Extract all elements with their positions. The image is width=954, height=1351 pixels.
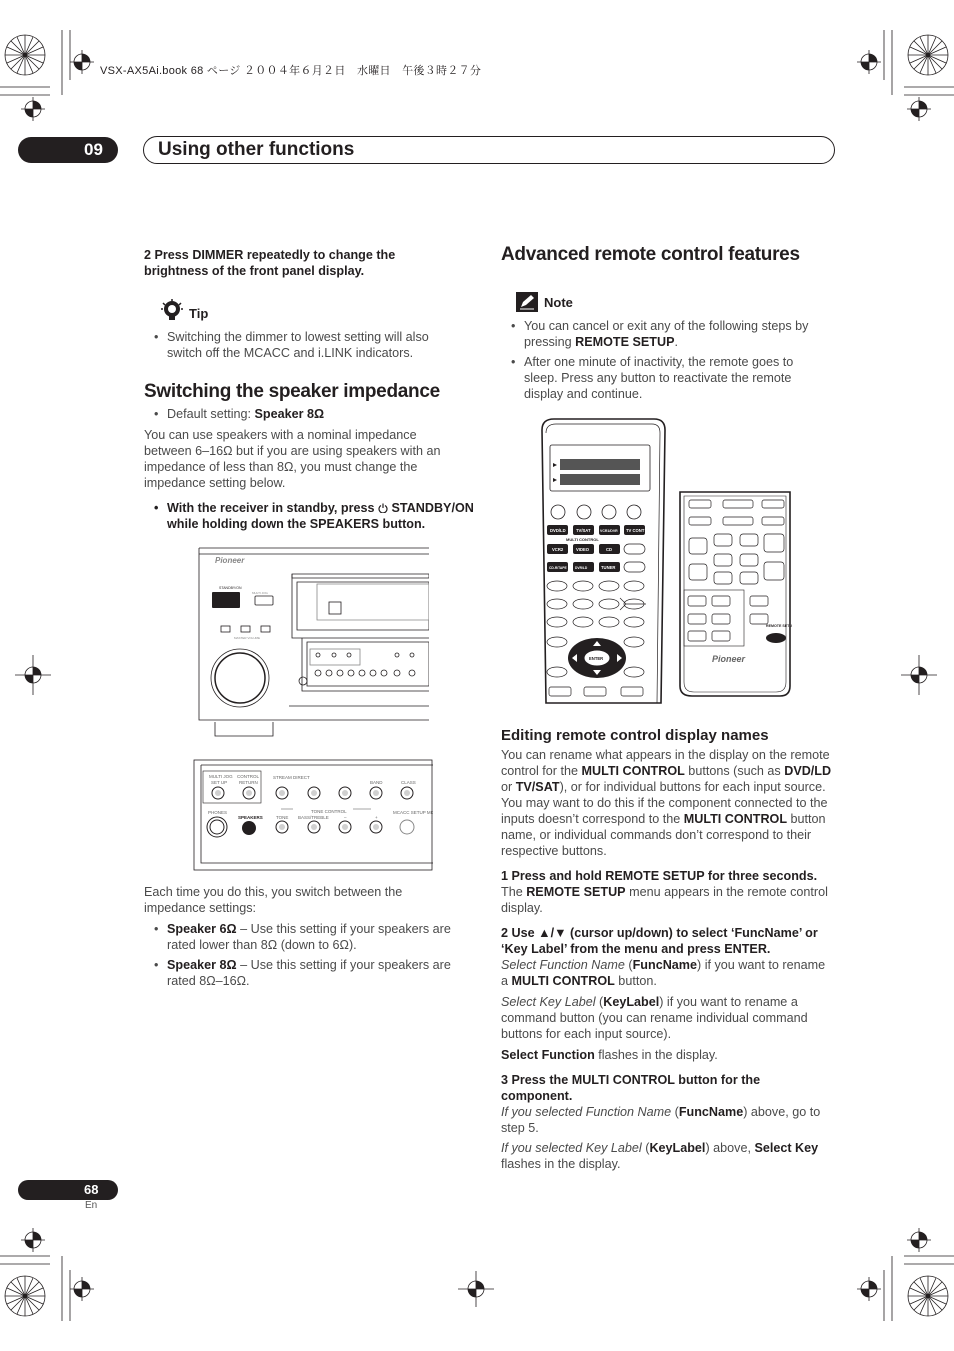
remote-multi-control: MULTI CONTROL	[566, 537, 599, 542]
p1-d: DVD/LD	[784, 764, 832, 778]
receiver-illustration	[197, 546, 429, 741]
step-2-funcname: Select Function Name (FuncName) if you want to rename a MULTI CONTROL button.	[501, 958, 826, 988]
p1-g: ), or for individual buttons for each input source. You may want to do this if the component connected to the inputs doesn’t correspond to the	[501, 780, 828, 826]
s2a-b: FuncName	[632, 958, 697, 972]
ctl-minus: –	[344, 815, 347, 820]
tip-label: Tip	[189, 306, 209, 321]
remote-btn-vcr1: VCR1/DVR	[600, 529, 618, 533]
ctl-setup: SET UP	[211, 780, 228, 785]
remote-btn-dvd: DVD/LD	[550, 528, 566, 533]
step-3: 3 Press the MULTI CONTROL button for the component.	[501, 1073, 761, 1103]
remote-btn-tvcont: TV CONT	[626, 528, 645, 533]
p1-i: button name, or individual commands don’t correspond to their respective buttons.	[501, 812, 826, 858]
section-title-impedance: Switching the speaker impedance	[144, 381, 440, 402]
dimmer-step: 2 Press DIMMER repeatedly to change the brightness of the front panel display.	[144, 248, 396, 278]
receiver-brand: Pioneer	[215, 556, 245, 565]
ctl-multi-jog: MULTI JOG	[209, 774, 233, 779]
receiver-standby-label: STANDBY/ON	[219, 586, 242, 590]
s3a-b: FuncName	[678, 1105, 744, 1119]
power-icon	[378, 503, 388, 513]
p1-a: You can rename what appears in the display on the remote control for the	[501, 748, 830, 778]
impedance-intro: You can use speakers with a nominal impedance between 6–16Ω but if you are using speakers with an impedance of less than 8Ω, you must change the impedance setting below.	[144, 428, 441, 490]
remote-btn-vcr2: VCR2	[552, 547, 564, 552]
remote-brand: Pioneer	[712, 654, 746, 664]
s2a-e: button.	[614, 974, 657, 988]
s2c-t: flashes in the display.	[594, 1048, 718, 1062]
s2a-m: MULTI CONTROL	[511, 974, 615, 988]
option-8-name: Speaker 8Ω	[167, 958, 237, 972]
s2a-t: ) if you want to rename a	[501, 958, 826, 988]
chapter-title: Using other functions	[143, 136, 835, 164]
step-1: 1 Press and hold REMOTE SETUP for three seconds.	[501, 869, 818, 883]
s3b-b: KeyLabel	[649, 1141, 706, 1155]
step-2-keylabel: Select Key Label (KeyLabel) if you want to rename a command button (you can rename individual command buttons for each input source).	[501, 995, 808, 1041]
page-number: 68	[18, 1180, 118, 1200]
step-2-flash	[501, 1047, 835, 1063]
default-value: Speaker 8Ω	[254, 407, 325, 421]
print-header: VSX-AX5Ai.book 68 ページ ２００４年６月２日 水曜日 午後３時２７分	[100, 65, 482, 77]
remote-btn-video: VIDEO	[576, 547, 590, 552]
chapter-number: 09	[18, 137, 118, 163]
default-setting: • Default setting: Speaker 8Ω	[154, 407, 325, 421]
ctl-speakers: SPEAKERS	[238, 815, 263, 820]
remote-enter: ENTER	[589, 656, 604, 661]
language-code: En	[85, 1200, 98, 1211]
ctl-stream-direct: STREAM DIRECT	[273, 775, 310, 780]
standby-step-a: With the receiver in standby, press	[167, 501, 379, 515]
ctl-tone-control: TONE CONTROL	[311, 809, 347, 814]
ctl-class: CLASS	[401, 780, 416, 785]
note-1-b: REMOTE SETUP	[575, 335, 675, 349]
note-2-text: After one minute of inactivity, the remote goes to sleep. Press any button to reactivate the remote display and continue.	[524, 355, 794, 401]
s3a-i: If you selected Function Name	[501, 1105, 672, 1119]
ctl-phones: PHONES	[208, 810, 228, 815]
ctl-bass-treble: BASS/TREBLE	[298, 815, 329, 820]
s1-c: menu appears in the remote control display.	[501, 885, 828, 915]
section-title-remote: Advanced remote control features	[501, 244, 800, 265]
p1-c: buttons (such as	[684, 764, 785, 778]
ctl-band: BAND	[370, 780, 383, 785]
s2c-b: Select Function	[501, 1048, 595, 1062]
p1-b: MULTI CONTROL	[581, 764, 685, 778]
rename-intro	[501, 747, 835, 859]
s3b-i: If you selected Key Label	[501, 1141, 642, 1155]
s2a-i: Select Function Name	[501, 958, 625, 972]
s3b-e: flashes in the display.	[501, 1157, 621, 1171]
note-1: • You can cancel or exit any of the following steps by pressing REMOTE SETUP.	[511, 319, 809, 349]
ctl-return: RETURN	[239, 780, 258, 785]
s3a-t: ) above, go to step 5.	[501, 1105, 821, 1135]
s3b-b2: Select Key	[754, 1141, 819, 1155]
ctl-control: CONTROL	[237, 774, 260, 779]
step-1-detail	[501, 884, 835, 916]
remote-btn-cdr: CD-R/TAPE	[549, 566, 567, 570]
note-1-a: You can cancel or exit any of the following steps by pressing	[524, 319, 809, 349]
remote-btn-tvsat: TV/SAT	[576, 528, 591, 533]
note-pencil-icon	[516, 292, 538, 312]
option-speaker-6: • Speaker 6Ω – Use this setting if your speakers are rated lower than 8Ω (down to 6Ω).	[154, 922, 451, 952]
p1-h: MULTI CONTROL	[683, 812, 788, 826]
s2b-t: ) if you want to rename a command button (you can rename individual command buttons for each input source).	[501, 995, 808, 1041]
option-speaker-8: • Speaker 8Ω – Use this setting if your speakers are rated 8Ω–16Ω.	[154, 958, 451, 988]
receiver-multi-jog: MULTI JOG	[252, 591, 268, 595]
receiver-controls-panel	[193, 759, 433, 871]
remote-btn-cd: CD	[606, 547, 613, 552]
s1-a: The	[501, 885, 527, 899]
standby-step: • With the receiver in standby, press STANDBY/ON while holding down the SPEAKERS button.	[154, 501, 474, 531]
note-2: • After one minute of inactivity, the remote goes to sleep. Press any button to reactivate the remote display and continue.	[511, 355, 794, 401]
s2b-b: KeyLabel	[603, 995, 660, 1009]
default-label: Default setting:	[167, 407, 255, 421]
p1-e: or	[501, 780, 516, 794]
s3b-t: ) above,	[705, 1141, 755, 1155]
option-6-name: Speaker 6Ω	[167, 922, 237, 936]
step-3-funcname: If you selected Function Name (FuncName) above, go to step 5.	[501, 1105, 821, 1135]
step-3-keylabel: If you selected Key Label (KeyLabel) above, Select Key flashes in the display.	[501, 1141, 819, 1171]
receiver-master-volume: MASTER VOLUME	[234, 636, 261, 640]
option-8-text: – Use this setting if your speakers are rated 8Ω–16Ω.	[167, 958, 451, 988]
each-time-text: Each time you do this, you switch between the impedance settings:	[144, 885, 403, 915]
p1-f: TV/SAT	[515, 780, 560, 794]
remote-btn-tuner: TUNER	[601, 565, 616, 570]
remote-btn-dvr: DVR/LD	[575, 566, 588, 570]
receiver-front-panel	[197, 546, 429, 741]
step-2: 2 Use ▲/▼ (cursor up/down) to select ‘FuncName’ or ‘Key Label’ from the menu and press ENTER.	[501, 926, 818, 956]
standby-step-b: STANDBY/ON while holding down the SPEAKERS button.	[167, 501, 474, 531]
remote-illustration	[536, 416, 792, 706]
subsection-title: Editing remote control display names	[501, 727, 769, 744]
tip-text-content: Switching the dimmer to lowest setting will also switch off the MCACC and i.LINK indicators.	[167, 330, 429, 360]
ctl-tone: TONE	[276, 815, 289, 820]
tip-text: • Switching the dimmer to lowest setting will also switch off the MCACC and i.LINK indicators.	[154, 330, 429, 360]
remote-control	[536, 416, 792, 706]
option-6-text: – Use this setting if your speakers are rated lower than 8Ω (down to 6Ω).	[167, 922, 451, 952]
receiver-controls-detail	[193, 759, 433, 871]
tip-lightbulb-icon	[160, 298, 184, 322]
remote-setup-label: REMOTE SETUP	[766, 624, 792, 628]
ctl-plus: +	[375, 815, 378, 820]
s2b-i: Select Key Label	[501, 995, 596, 1009]
note-1-c: .	[674, 335, 678, 349]
note-label: Note	[544, 295, 573, 310]
s1-b: REMOTE SETUP	[526, 885, 626, 899]
ctl-mcacc: MCACC SETUP MIC	[393, 810, 433, 815]
